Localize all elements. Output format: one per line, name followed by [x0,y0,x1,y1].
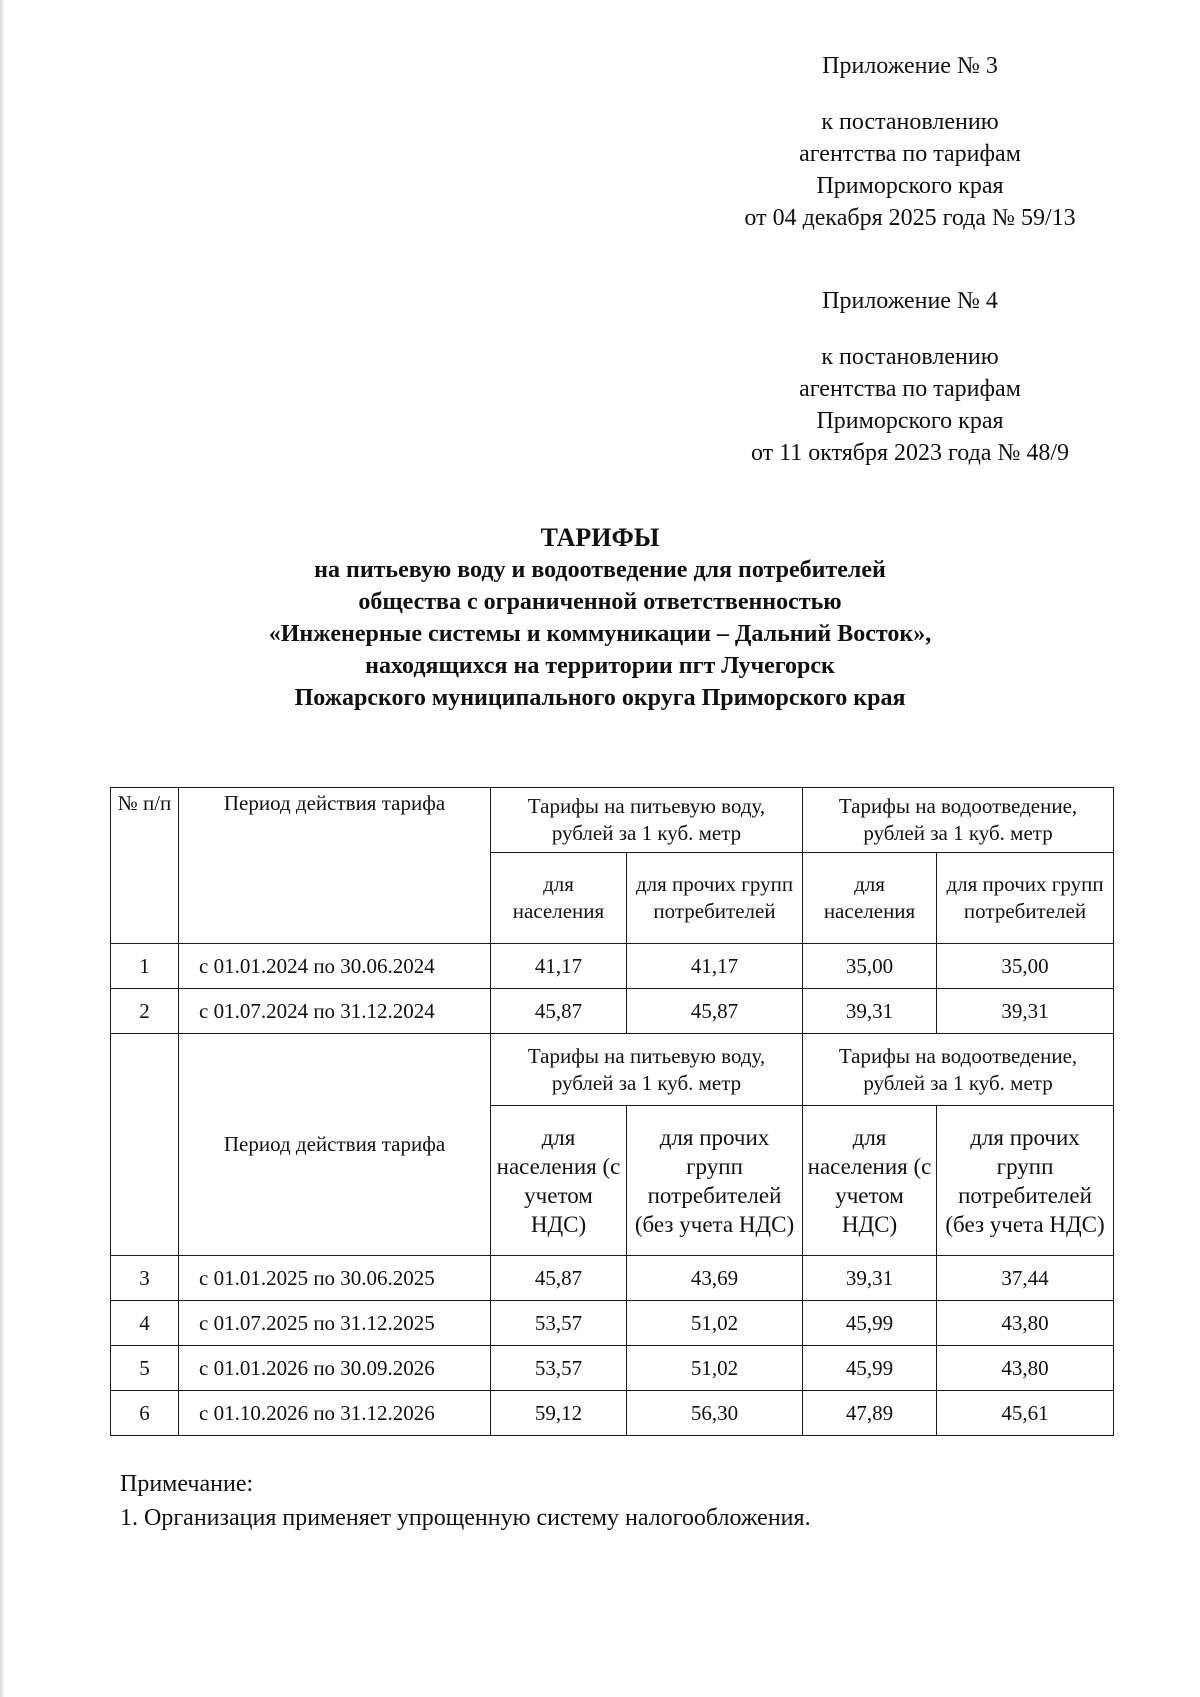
row-number: 3 [111,1256,179,1301]
water-population-value: 41,17 [491,944,627,989]
table-row [111,1256,1114,1301]
col-number-empty [111,1034,179,1256]
sewage-population-value: 39,31 [803,989,937,1034]
annex-3-line: Приморского края [816,173,1004,199]
col-number-header: № п/п [111,788,179,944]
table-row [111,1391,1114,1436]
row-number: 4 [111,1301,179,1346]
row-period: с 01.07.2025 по 31.12.2025 [179,1301,491,1346]
water-other-value: 51,02 [627,1301,803,1346]
row-number: 6 [111,1391,179,1436]
water-other-value: 45,87 [627,989,803,1034]
document-title [150,522,1050,714]
water-tariff-header: Тарифы на питьевую воду, рублей за 1 куб. метр [491,788,803,853]
row-number: 2 [111,989,179,1034]
sewage-tariff-header: Тарифы на водоотведение, рублей за 1 куб. метр [803,788,1114,853]
annex-3-line: агентства по тарифам [799,141,1021,167]
annex-4-line: агентства по тарифам [799,376,1021,402]
annex-3-line: от 04 декабря 2025 года № 59/13 [744,205,1076,231]
sewage-other-novat-header: для прочих групп потребителей (без учета НДС) [937,1106,1114,1256]
annex-4-line: от 11 октября 2023 года № 48/9 [750,440,1070,466]
table-row [111,944,1114,989]
sewage-other-value: 43,80 [937,1301,1114,1346]
col-period-header: Период действия тарифа [179,788,491,944]
title-line: общества с ограниченной ответственностью [358,589,842,615]
title-line: Пожарского муниципального округа Приморского края [294,685,906,711]
water-population-header: для населения [491,853,627,944]
row-period: с 01.07.2024 по 31.12.2024 [179,989,491,1034]
water-other-novat-header: для прочих групп потребителей (без учета НДС) [627,1106,803,1256]
sewage-other-value: 39,31 [937,989,1114,1034]
title-main: ТАРИФЫ [540,523,660,552]
header-row-b1 [111,1034,1114,1106]
annex-3-block [700,50,1120,234]
annex-4-line: к постановлению [821,344,999,370]
title-line: «Инженерные системы и коммуникации – Дальний Восток», [268,621,932,647]
row-number: 5 [111,1346,179,1391]
col-period-header-2: Период действия тарифа [179,1034,491,1256]
water-population-value: 45,87 [491,989,627,1034]
title-line: на питьевую воду и водоотведение для потребителей [314,557,886,583]
sewage-other-value: 45,61 [937,1391,1114,1436]
row-number: 1 [111,944,179,989]
table-row [111,1346,1114,1391]
sewage-population-header: для населения [803,853,937,944]
sewage-population-value: 35,00 [803,944,937,989]
scan-edge [0,0,5,1697]
row-period: с 01.10.2026 по 31.12.2026 [179,1391,491,1436]
sewage-other-value: 43,80 [937,1346,1114,1391]
annex-3-line: к постановлению [821,109,999,135]
sewage-population-vat-header: для населения (с учетом НДС) [803,1106,937,1256]
water-other-value: 41,17 [627,944,803,989]
sewage-other-value: 35,00 [937,944,1114,989]
sewage-population-value: 45,99 [803,1301,937,1346]
water-population-value: 53,57 [491,1301,627,1346]
table-row [111,989,1114,1034]
note-block [120,1467,811,1535]
row-period: с 01.01.2024 по 30.06.2024 [179,944,491,989]
water-population-value: 45,87 [491,1256,627,1301]
sewage-population-value: 47,89 [803,1391,937,1436]
note-item: 1. Организация применяет упрощенную систему налогообложения. [120,1505,811,1531]
water-other-value: 51,02 [627,1346,803,1391]
tariffs-table [110,787,1114,1436]
row-period: с 01.01.2025 по 30.06.2025 [179,1256,491,1301]
water-population-value: 59,12 [491,1391,627,1436]
note-heading: Примечание: [120,1471,254,1497]
sewage-population-value: 45,99 [803,1346,937,1391]
water-other-value: 56,30 [627,1391,803,1436]
annex-4-block [700,285,1120,469]
row-period: с 01.01.2026 по 30.09.2026 [179,1346,491,1391]
water-other-value: 43,69 [627,1256,803,1301]
table-row [111,1301,1114,1346]
water-other-header: для прочих групп потребителей [627,853,803,944]
title-line: находящихся на территории пгт Лучегорск [365,653,835,679]
sewage-other-header: для прочих групп потребителей [937,853,1114,944]
header-row-a1 [111,788,1114,853]
water-population-vat-header: для населения (с учетом НДС) [491,1106,627,1256]
water-tariff-header-2: Тарифы на питьевую воду, рублей за 1 куб. метр [491,1034,803,1106]
annex-3-heading: Приложение № 3 [822,53,998,79]
annex-4-line: Приморского края [816,408,1004,434]
sewage-population-value: 39,31 [803,1256,937,1301]
water-population-value: 53,57 [491,1346,627,1391]
sewage-tariff-header-2: Тарифы на водоотведение, рублей за 1 куб. метр [803,1034,1114,1106]
sewage-other-value: 37,44 [937,1256,1114,1301]
annex-4-heading: Приложение № 4 [822,288,998,314]
